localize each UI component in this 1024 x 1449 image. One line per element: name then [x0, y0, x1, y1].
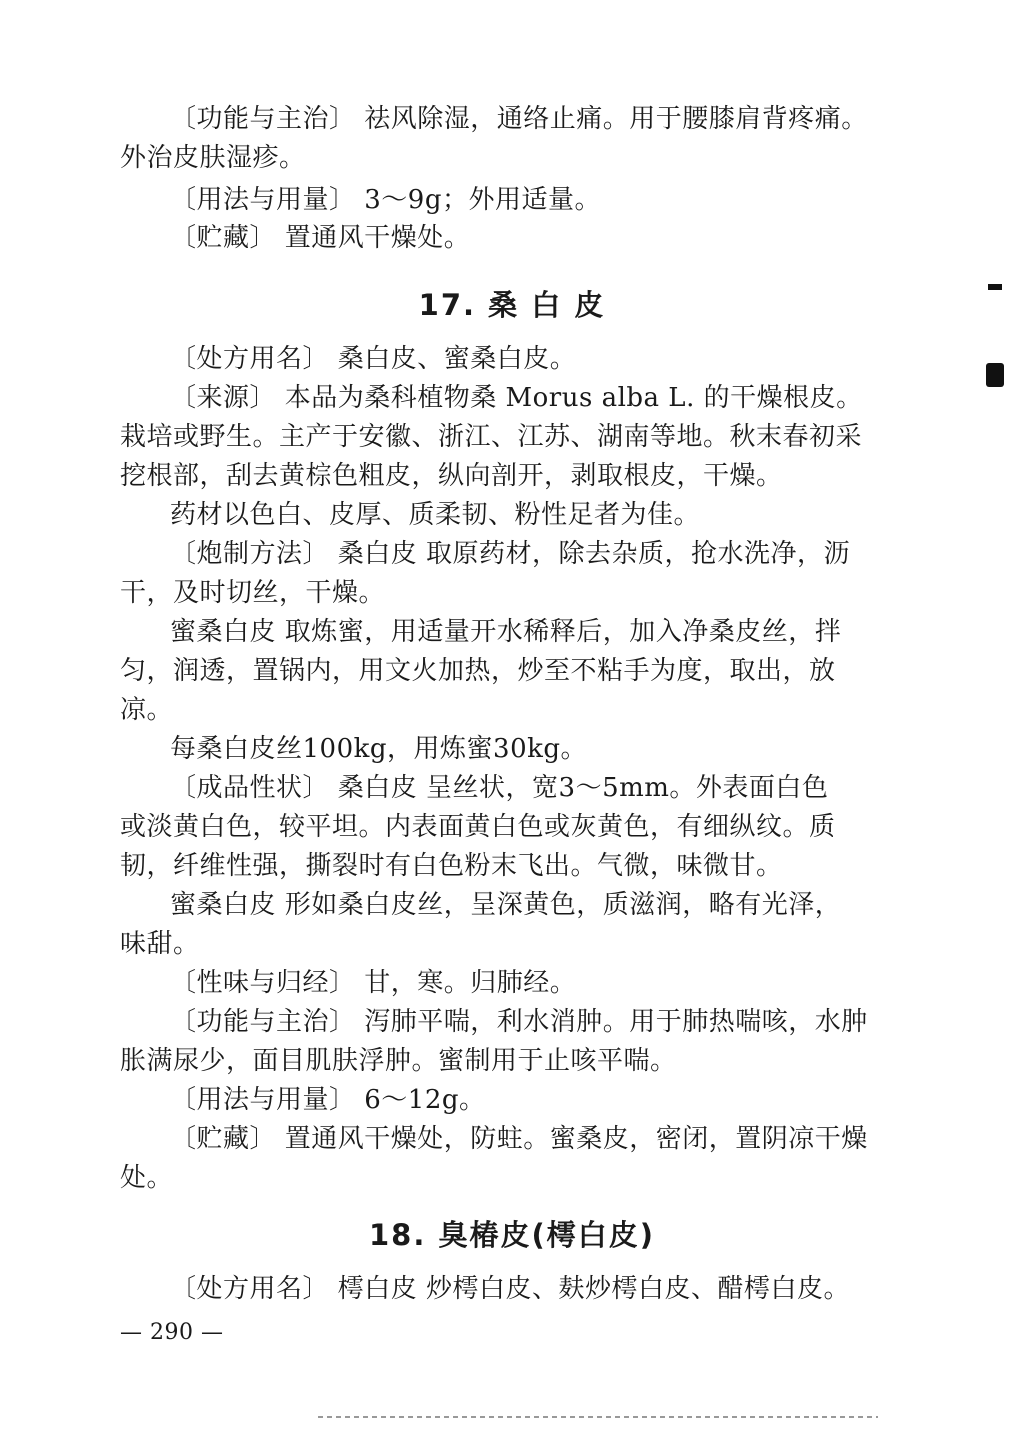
text-line: 〔用法与用量〕 3～9g；外用适量。 — [170, 185, 601, 215]
text-line: 栽培或野生。主产于安徽、浙江、江苏、湖南等地。秋末春初采 — [120, 422, 863, 452]
text-line: 处。 — [120, 1163, 174, 1193]
section-heading-17: 17. 桑 白 皮 — [418, 288, 606, 322]
text-line: 韧，纤维性强，撕裂时有白色粉末飞出。气微，味微甘。 — [120, 851, 783, 881]
text-line: 〔性味与归经〕 甘，寒。归肺经。 — [170, 968, 577, 998]
text-line: 凉。 — [120, 695, 174, 725]
text-line: 〔功能与主治〕 祛风除湿，通络止痛。用于腰膝肩背疼痛。 — [170, 104, 868, 134]
text-line: 〔炮制方法〕 桑白皮 取原药材，除去杂质，抢水洗净，沥 — [170, 539, 851, 569]
text-line: 〔成品性状〕 桑白皮 呈丝状，宽3～5mm。外表面白色 — [170, 773, 829, 803]
text-line: 〔处方用名〕 桑白皮、蜜桑白皮。 — [170, 344, 577, 374]
section-heading-18: 18. 臭椿皮(樗白皮) — [369, 1218, 655, 1252]
text-line: 〔来源〕 本品为桑科植物桑 Morus alba L. 的干燥根皮。 — [170, 383, 863, 413]
text-line: 〔用法与用量〕 6～12g。 — [170, 1085, 486, 1115]
text-line: 蜜桑白皮 形如桑白皮丝，呈深黄色，质滋润，略有光泽， — [170, 890, 842, 920]
text-line: 〔贮藏〕 置通风干燥处。 — [170, 223, 471, 253]
text-line: 味甜。 — [120, 929, 200, 959]
text-line: 胀满尿少，面目肌肤浮肿。蜜制用于止咳平喘。 — [120, 1046, 677, 1076]
text-line: 匀，润透，置锅内，用文火加热，炒至不粘手为度，取出，放 — [120, 656, 836, 686]
text-line: 〔功能与主治〕 泻肺平喘，利水消肿。用于肺热喘咳，水肿 — [170, 1007, 868, 1037]
scan-speck-mark — [988, 284, 1002, 290]
text-line: 挖根部，刮去黄棕色粗皮，纵向剖开，剥取根皮，干燥。 — [120, 461, 783, 491]
text-line: 或淡黄白色，较平坦。内表面黄白色或灰黄色，有细纵纹。质 — [120, 812, 836, 842]
text-line: 外治皮肤湿疹。 — [120, 143, 306, 173]
text-line: 〔贮藏〕 置通风干燥处，防蛀。蜜桑皮，密闭，置阴凉干燥 — [170, 1124, 868, 1154]
text-line: 每桑白皮丝100kg，用炼蜜30kg。 — [170, 734, 588, 764]
scan-dotted-line — [318, 1416, 878, 1418]
text-line: 药材以色白、皮厚、质柔韧、粉性足者为佳。 — [170, 500, 701, 530]
page-number: — 290 — — [120, 1320, 224, 1345]
text-line: 蜜桑白皮 取炼蜜，用适量开水稀释后，加入净桑皮丝，拌 — [170, 617, 842, 647]
scan-blot-mark — [986, 363, 1004, 387]
text-line: 干，及时切丝，干燥。 — [120, 578, 386, 608]
text-line: 〔处方用名〕 樗白皮 炒樗白皮、麸炒樗白皮、醋樗白皮。 — [170, 1274, 851, 1304]
